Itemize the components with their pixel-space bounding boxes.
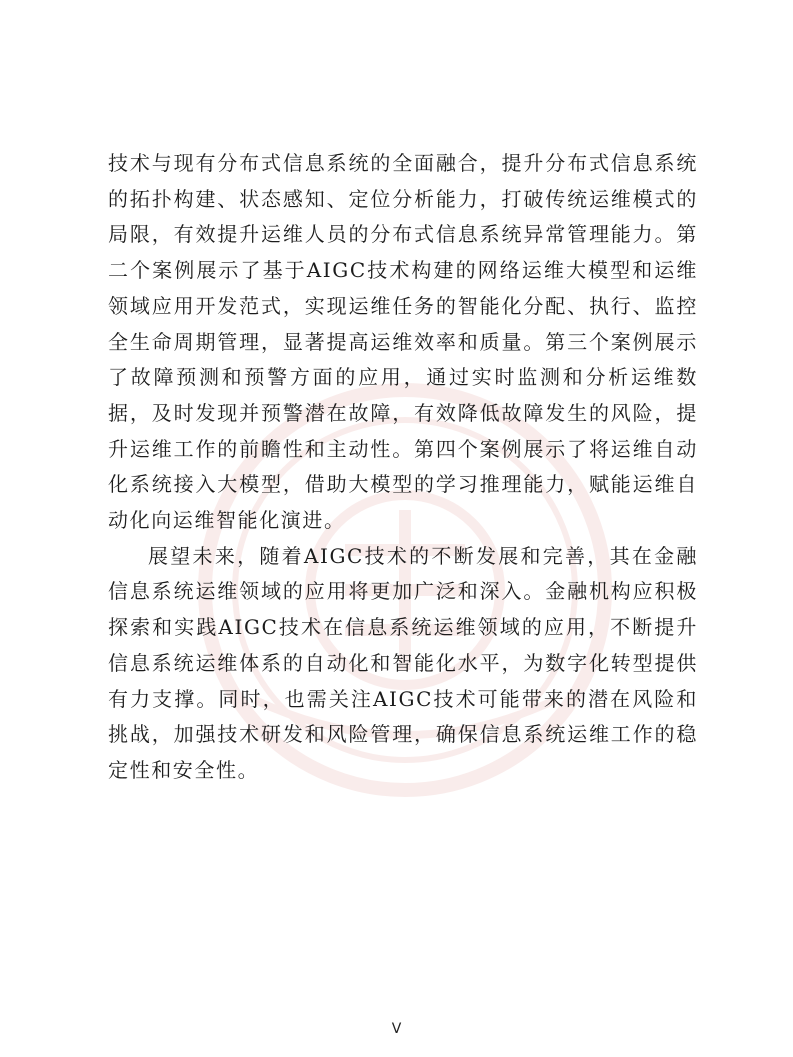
paragraph-outlook: 展望未来，随着AIGC技术的不断发展和完善，其在金融信息系统运维领域的应用将更加广泛和深入。金融机构应积极探索和实践AIGC技术在信息系统运维领域的应用，不断提升信息系统运维体系的自动化和智能化水平，为数字化转型提供有力支撑。同时，也需关注AIGC技术可能带来的潜在风险和挑战，加强技术研发和风险管理，确保信息系统运维工作的稳定性和安全性。 xyxy=(108,543,698,782)
paragraph-case-summary: 技术与现有分布式信息系统的全面融合，提升分布式信息系统的拓扑构建、状态感知、定位分析能力，打破传统运维模式的局限，有效提升运维人员的分布式信息系统异常管理能力。第二个案例展示了基于AIGC技术构建的网络运维大模型和运维领域应用开发范式，实现运维任务的智能化分配、执行、监控全生命周期管理，显著提高运维效率和质量。第三个案例展示了故障预测和预警方面的应用，通过实时监测和分析运维数据，及时发现并预警潜在故障，有效降低故障发生的风险，提升运维工作的前瞻性和主动性。第四个案例展示了将运维自动化系统接入大模型，借助大模型的学习推理能力，赋能运维自动化向运维智能化演进。 xyxy=(108,151,698,533)
page-number: V xyxy=(391,1021,402,1037)
document-body xyxy=(108,146,698,789)
